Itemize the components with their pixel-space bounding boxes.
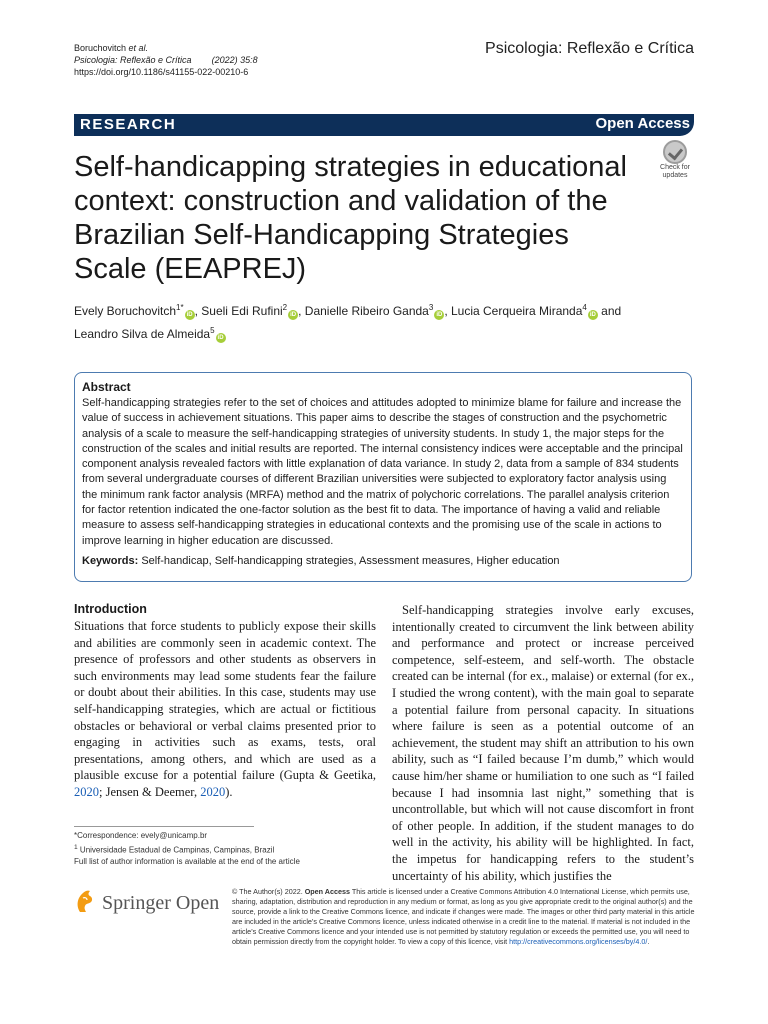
citation-link[interactable]: 2020 — [200, 784, 226, 799]
abstract-heading: Abstract — [82, 380, 131, 394]
header-citation: (2022) 35:8 — [211, 55, 258, 65]
affiliation-note: $^1$ Universidade Estadual de Campinas, Campinas, Brazil — [74, 843, 275, 855]
orcid-icon[interactable]: iD — [217, 335, 224, 341]
citation-link[interactable]: 2020 — [74, 784, 99, 799]
intro-right-column: Self-handicapping strategies involve early excuses, intentionally created to circumvent the link between ability and performance and protect or increase perceived competence, self-esteem, and self-worth. The obstacle created can be internal (for ex., malaise) or external (for ex., I studied the wrong content), with the main goal to separate a potential failure from personal capacity. In situations where failure is seen as a potential outcome of an achievement, the student may shift an attribution to his own ability, such as “I failed because I’m dumb,” which would cause him/her shame or humiliation to one such as “I failed because I had insomnia last night,” something that is uncontrollable, but which will not cause discomfort in front of other people. In addition, if the student manages to do well in the activity, his ability will be highlighted. In fact, the impetus for handicapping refers to the student’s uncertainty of his ability, which justifies the — [392, 603, 694, 883]
springer-wordmark: Springer — [102, 892, 171, 914]
badge-line2: updates — [662, 172, 688, 179]
running-header — [74, 42, 258, 78]
abstract-text: Self-handicapping strategies refer to the set of choices and attitudes adopted to minimize blame for failure and increase the value of success in achievement situations. This paper aims to describe the stages of construction and the psychometric analysis of a scale to measure the self-handicapping strategies of university students. In study 1, the major steps for the construction of the scales and initial results are reported. The internal consistency indices were acceptable and the principal component analysis revealed factors with little explanation of data variance. In study 2, data from a sample of 834 students from several undergraduate courses of different Brazilian universities were subjected to exploratory factor analysis using the minimum rank factor analysis (MRFA) method and the matrix of polychoric correlations. The parallel analysis criterion for factor retention indicated the one-factor solution as the best fit to data. The importance of having a valid and reliable measure to assess self-handicapping strategies in educational contexts and the promising use of the scale in actions to improve learning in higher education are discussed. — [82, 397, 683, 547]
author-3[interactable]: Danielle Ribeiro Ganda$^3$iD — [304, 303, 443, 318]
springer-horse-icon — [74, 888, 96, 914]
orcid-icon[interactable]: iD — [436, 312, 443, 318]
license-prefix: © The Author(s) 2022. — [232, 887, 305, 896]
open-access-label: Open Access — [595, 115, 690, 132]
keywords-label: Keywords: — [82, 554, 139, 567]
author-5[interactable]: Leandro Silva de Almeida$^5$iD — [74, 326, 224, 341]
orcid-icon[interactable]: iD — [186, 312, 193, 318]
intro-left-column — [74, 618, 376, 801]
check-updates-icon — [663, 140, 687, 164]
keywords-text: Self-handicap, Self-handicapping strategies, Assessment measures, Higher education — [141, 554, 560, 567]
orcid-icon[interactable]: iD — [290, 312, 297, 318]
header-et-al: et al. — [128, 43, 149, 53]
orcid-icon[interactable]: iD — [589, 312, 596, 318]
full-list-note: Full list of author information is available at the end of the article — [74, 856, 300, 866]
open-wordmark: Open — [175, 892, 220, 914]
citation-end: ). — [225, 784, 233, 799]
article-title: Self-handicapping strategies in educational context: construction and validation of the Brazilian Self-Handicapping Strategies Scale (EEAPREJ) — [74, 151, 627, 285]
header-journal: Psicologia: Reflexão e Crítica — [74, 55, 192, 65]
author-4[interactable]: Lucia Cerqueira Miranda$^4$iD — [450, 303, 596, 318]
header-doi-link[interactable]: https://doi.org/10.1186/s41155-022-00210-6 — [74, 67, 249, 77]
research-banner — [74, 114, 694, 136]
license-body: This article is licensed under a Creative Commons Attribution 4.0 International License, which permits use, sharing, adaptation, distribution and reproduction in any medium or format, as long as you give appropriate credit to the original author(s) and the source, provide a link to the Creative Commons licence, and indicate if changes were made. The images or other third party material in this article are included in the article’s Creative Commons licence, unless indicated otherwise in a credit line to the material. If material is not included in the article’s Creative Commons licence and your intended use is not permitted by statutory regulation or exceeds the permitted use, you will need to obtain permission directly from the copyright holder. To view a copy of this licence, visit — [232, 887, 695, 946]
license-text — [232, 887, 696, 947]
check-for-updates-badge[interactable] — [654, 140, 696, 182]
author-2[interactable]: Sueli Edi Rufini$^2$iD — [201, 303, 297, 318]
footnote-divider — [74, 826, 254, 827]
introduction-heading: Introduction — [74, 602, 147, 616]
author-1[interactable]: Evely Boruchovitch$^{1*}$iD — [74, 303, 193, 318]
citation-separator: ; Jensen & Deemer, — [99, 784, 201, 799]
intro-left-text: Situations that force students to publicly expose their skills and abilities are commonly seen in academic context. The presence of professors and other students as observers in such environments may lead some students fear the failure or doubt about their abilities. In this case, students may use self-handicapping strategies, which are actual or fictitious obstacles or behavioral or verbal claims presented prior to engaging in activities such as exams, tests, oral presentations, among others, and which are used as a plausible excuse for a potential failure (Gupta & Geetika, — [74, 619, 376, 783]
abstract-box — [74, 372, 692, 582]
license-url-link[interactable]: http://creativecommons.org/licenses/by/4.0/ — [509, 937, 648, 946]
author-list: Evely Boruchovitch$^{1*}$iD , Sueli Edi Rufini$^2$iD , Danielle Ribeiro Ganda$^3$iD , Lucia Cerqueira Miranda$^4$iD and Leandro Silva de Almeida$^5$iD — [74, 303, 622, 341]
footnotes — [74, 830, 300, 867]
research-label: RESEARCH — [80, 116, 177, 133]
badge-line1: Check for — [660, 164, 690, 171]
license-suffix: . — [647, 937, 650, 946]
keywords-line — [82, 554, 684, 569]
correspondence-note: *Correspondence: evely@unicamp.br — [74, 831, 208, 840]
license-open-access: Open Access — [304, 887, 350, 896]
journal-name: Psicologia: Reflexão e Crítica — [485, 40, 694, 57]
header-author: Boruchovitch — [74, 43, 127, 53]
